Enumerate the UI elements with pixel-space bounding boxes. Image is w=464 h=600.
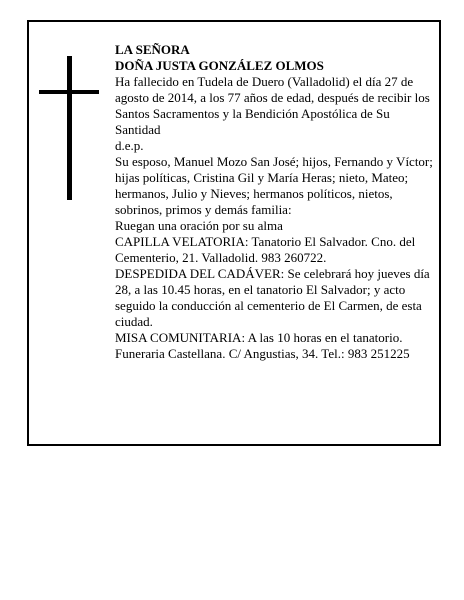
cross-vertical-bar [67,56,72,200]
chapel-info: CAPILLA VELATORIA: Tanatorio El Salvador. Cno. del Cementerio, 21. Valladolid. 983 260722. [115,234,416,265]
dep-line: d.e.p. [115,138,144,153]
funeral-home-info: Funeraria Castellana. C/ Angustias, 34. Tel.: 983 251225 [115,346,410,361]
obituary-text [115,42,433,362]
notice-title: LA SEÑORA [115,42,190,57]
deceased-name: DOÑA JUSTA GONZÁLEZ OLMOS [115,58,324,73]
prayer-request: Ruegan una oración por su alma [115,218,283,233]
mass-info: MISA COMUNITARIA: A las 10 horas en el tanatorio. [115,330,403,345]
latin-cross-icon [39,56,99,200]
death-announcement: Ha fallecido en Tudela de Duero (Valladolid) el día 27 de agosto de 2014, a los 77 años de edad, después de recibir los Santos Sacramentos y la Bendición Apostólica de Su Santidad [115,74,430,137]
cross-horizontal-bar [39,90,99,94]
farewell-info: DESPEDIDA DEL CADÁVER: Se celebrará hoy jueves día 28, a las 10.45 horas, en el tanatorio El Salvador; y acto seguido la conducción al cementerio de El Carmen, de esta ciudad. [115,266,430,329]
family-list: Su esposo, Manuel Mozo San José; hijos, Fernando y Víctor; hijas políticas, Cristina Gil y María Heras; nieto, Mateo; hermanos, Julio y Nieves; hermanos políticos, nietos, sobrinos, primos y demás familia: [115,154,433,217]
obituary-notice [27,20,441,446]
